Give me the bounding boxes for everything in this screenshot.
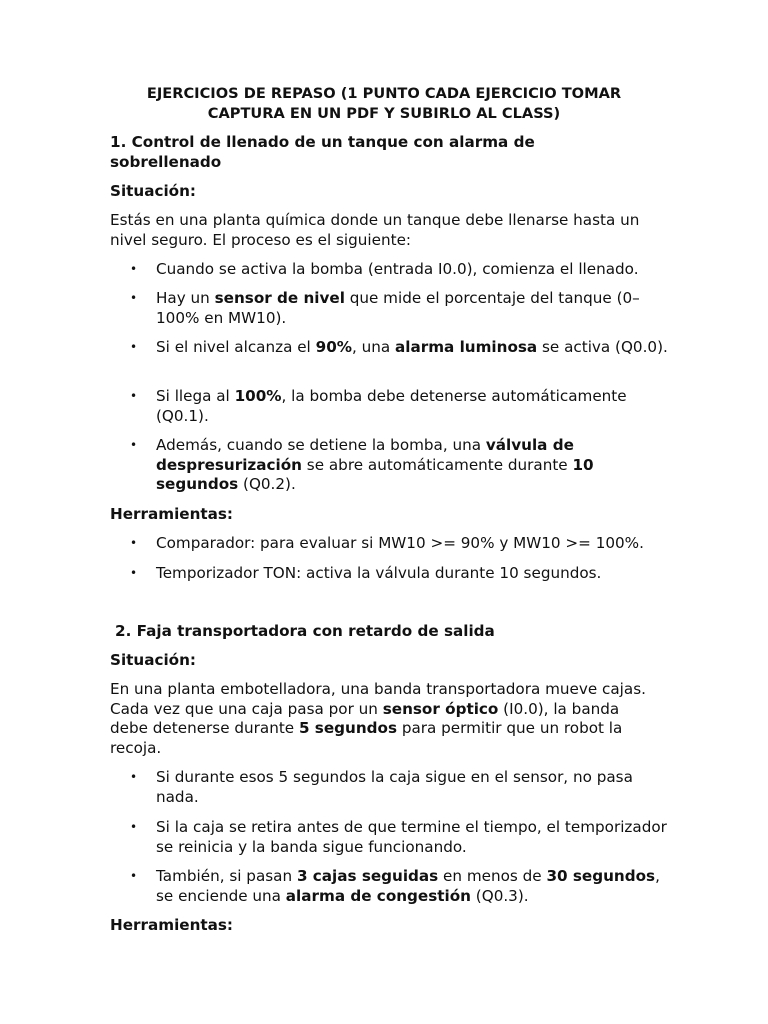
list-item: • Si la caja se retira antes de que termine el tiempo, el temporizador se reinicia y la banda sigue funcionando.: [110, 818, 670, 857]
exercise-2-bullet-list: [110, 818, 670, 857]
list-item: • Cuando se activa la bomba (entrada I0.0), comienza el llenado.: [110, 260, 670, 280]
exercise-1-bullet-list: [110, 260, 670, 280]
title-line-1: EJERCICIOS DE REPASO (1 PUNTO CADA EJERCICIO TOMAR: [146, 85, 622, 102]
list-item: • Si durante esos 5 segundos la caja sigue en el sensor, no pasa nada.: [110, 768, 670, 807]
exercise-1-herramientas-label: Herramientas:: [110, 505, 234, 523]
exercise-2-bullet-list: [110, 768, 670, 807]
list-item: • Si llega al 100%, la bomba debe detenerse automáticamente (Q0.1).: [110, 387, 670, 426]
exercise-1-heading: 1. Control de llenado de un tanque con alarma de sobrellenado: [110, 133, 535, 171]
list-item: • Hay un sensor de nivel que mide el porcentaje del tanque (0–100% en MW10).: [110, 289, 670, 328]
list-item: • Comparador: para evaluar si MW10 >= 90% y MW10 >= 100%.: [110, 534, 670, 554]
list-item: • Además, cuando se detiene la bomba, una válvula de despresurización se abre automáticamente durante 10 segundos (Q0.2).: [110, 436, 670, 495]
exercise-1-tools-list: [110, 534, 670, 554]
title-line-2: CAPTURA EN UN PDF Y SUBIRLO AL CLASS): [207, 105, 561, 122]
list-item: • Si el nivel alcanza el 90%, una alarma luminosa se activa (Q0.0).: [110, 338, 670, 358]
exercise-1-bullet-list: [110, 338, 670, 358]
list-item: • Temporizador TON: activa la válvula durante 10 segundos.: [110, 564, 670, 584]
exercise-1-situacion-label: Situación:: [110, 182, 196, 200]
exercise-2-bullet-list: [110, 867, 670, 906]
exercise-2-herramientas-label: Herramientas:: [110, 916, 234, 934]
exercise-2-heading: 2. Faja transportadora con retardo de salida: [115, 622, 495, 640]
list-item: • También, si pasan 3 cajas seguidas en menos de 30 segundos, se enciende una alarma de congestión (Q0.3).: [110, 867, 670, 906]
exercise-2-situacion-label: Situación:: [110, 651, 196, 669]
exercise-2-intro: En una planta embotelladora, una banda transportadora mueve cajas. Cada vez que una caja pasa por un sensor óptico (I0.0), la banda debe detenerse durante 5 segundos para permitir que un robot la recoja.: [110, 680, 646, 757]
exercise-1-bullet-list: [110, 289, 670, 328]
exercise-1-bullet-list: [110, 387, 670, 426]
page-title: [60, 84, 708, 124]
exercise-1-intro: Estás en una planta química donde un tanque debe llenarse hasta un nivel seguro. El proceso es el siguiente:: [110, 211, 640, 249]
exercise-1-bullet-list: [110, 436, 670, 495]
exercise-1-tools-list: [110, 564, 670, 584]
